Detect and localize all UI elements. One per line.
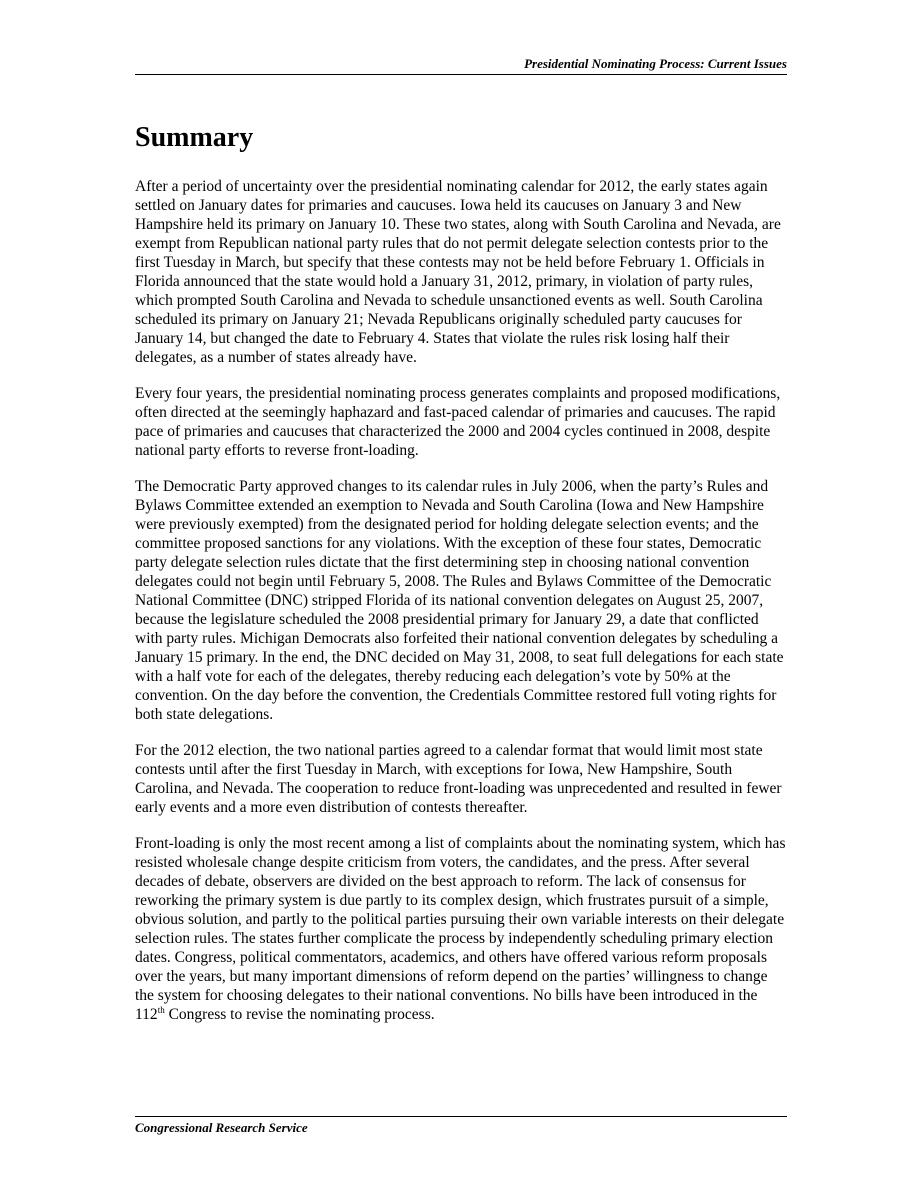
ordinal-superscript: th xyxy=(157,1004,165,1015)
running-header: Presidential Nominating Process: Current Issues xyxy=(524,56,787,71)
paragraph-text: Congress to revise the nominating process. xyxy=(164,1006,435,1023)
header-rule xyxy=(135,74,787,75)
body-text xyxy=(135,177,787,1041)
running-footer: Congressional Research Service xyxy=(135,1120,308,1135)
paragraph-text: Front-loading is only the most recent among a list of complaints about the nominating system, which has resisted wholesale change despite criticism from voters, the candidates, and the press. After several decades of debate, observers are divided on the best approach to reform. The lack of consensus for reworking the primary system is due partly to its complex design, which frustrates pursuit of a simple, obvious solution, and partly to the political parties pursuing their own variable interests on their delegate selection rules. The states further complicate the process by independently scheduling primary election dates. Congress, political commentators, academics, and others have offered various reform proposals over the years, but many important dimensions of reform depend on the parties’ willingness to change the system for choosing delegates to their national conventions. No bills have been introduced in the 112 xyxy=(135,835,786,1023)
page-title: Summary xyxy=(135,122,254,153)
footer-rule xyxy=(135,1116,787,1117)
paragraph: Every four years, the presidential nominating process generates complaints and proposed modifications, often directed at the seemingly haphazard and fast-paced calendar of primaries and caucuses. The rapid pace of primaries and caucuses that characterized the 2000 and 2004 cycles continued in 2008, despite national party efforts to reverse front-loading. xyxy=(135,385,781,459)
paragraph xyxy=(135,834,787,1024)
paragraph: For the 2012 election, the two national parties agreed to a calendar format that would limit most state contests until after the first Tuesday in March, with exceptions for Iowa, New Hampshire, South Carolina, and Nevada. The cooperation to reduce front-loading was unprecedented and resulted in fewer early events and a more even distribution of contests thereafter. xyxy=(135,742,782,816)
paragraph: The Democratic Party approved changes to its calendar rules in July 2006, when the party’s Rules and Bylaws Committee extended an exemption to Nevada and South Carolina (Iowa and New Hampshire were previously exempted) from the designated period for holding delegate selection events; and the committee proposed sanctions for any violations. With the exception of these four states, Democratic party delegate selection rules dictate that the first determining step in choosing national convention delegates could not begin until February 5, 2008. The Rules and Bylaws Committee of the Democratic National Committee (DNC) stripped Florida of its national convention delegates on August 25, 2007, because the legislature scheduled the 2008 presidential primary for January 29, a date that conflicted with party rules. Michigan Democrats also forfeited their national convention delegates by scheduling a January 15 primary. In the end, the DNC decided on May 31, 2008, to seat full delegations for each state with a half vote for each of the delegates, thereby reducing each delegation’s vote by 50% at the convention. On the day before the convention, the Credentials Committee restored full voting rights for both state delegations. xyxy=(135,478,784,723)
paragraph: After a period of uncertainty over the presidential nominating calendar for 2012, the early states again settled on January dates for primaries and caucuses. Iowa held its caucuses on January 3 and New Hampshire held its primary on January 10. These two states, along with South Carolina and Nevada, are exempt from Republican national party rules that do not permit delegate selection contests prior to the first Tuesday in March, but specify that these contests may not be held before February 1. Officials in Florida announced that the state would hold a January 31, 2012, primary, in violation of party rules, which prompted South Carolina and Nevada to schedule unsanctioned events as well. South Carolina scheduled its primary on January 21; Nevada Republicans originally scheduled party caucuses for January 14, but changed the date to February 4. States that violate the rules risk losing half their delegates, as a number of states already have. xyxy=(135,178,781,366)
